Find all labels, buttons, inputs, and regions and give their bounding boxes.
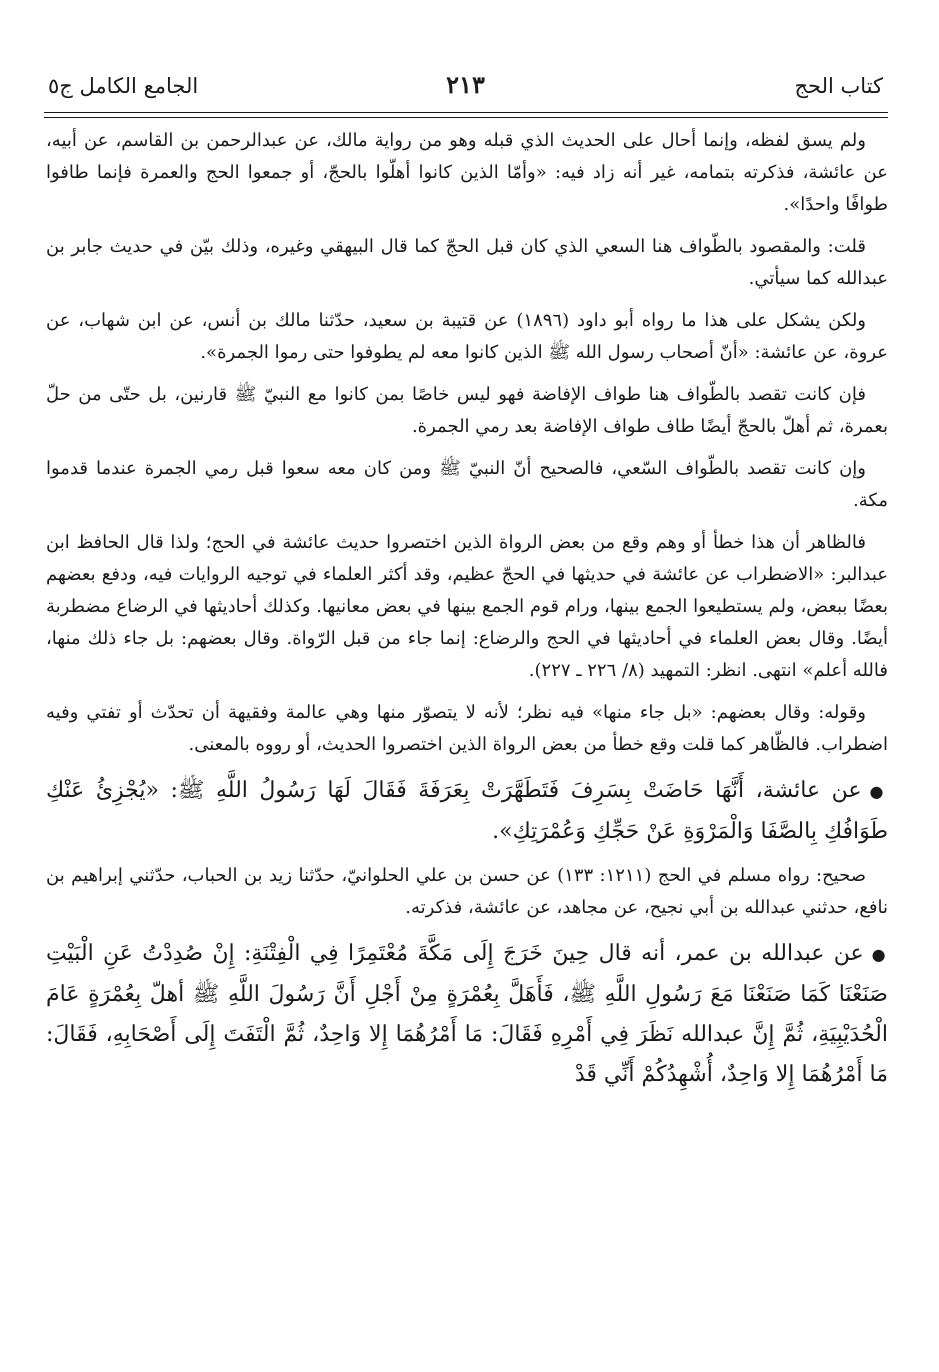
paragraph: وإن كانت تقصد بالطّواف السّعي، فالصحيح أنّ النبيّ ﷺ ومن كان معه سعوا قبل رمي الجمرة عندما قدموا مكة.: [46, 458, 888, 511]
hadith-text: عن عبدالله بن عمر، أنه قال حِينَ خَرَجَ إِلَى مَكَّةَ مُعْتَمِرًا فِي الْفِتْنَةِ: إِنْ صُدِدْتُ عَنِ الْبَيْتِ صَنَعْنَا كَمَا صَنَعْنَا مَعَ رَسُولِ اللَّهِ ﷺ، فَأَهَلَّ بِعُمْرَةٍ مِنْ أَجْلِ أَنَّ رَسُولَ اللَّهِ ﷺ أهلّ بِعُمْرَةٍ عَامَ الْحُدَيْبِيَةِ، ثُمَّ إِنَّ عبدالله نَظَرَ فِي أَمْرِهِ فَقَالَ: مَا أَمْرُهُمَا إِلا وَاحِدٌ، ثُمَّ الْتَفَتَ إِلَى أَصْحَابِهِ، فَقَالَ: مَا أَمْرُهُمَا إِلا وَاحِدٌ، أُشْهِدُكُمْ أَنِّي قَدْ: [46, 941, 888, 1087]
bullet-icon: ●: [871, 945, 888, 964]
paragraph: صحيح: رواه مسلم في الحج (١٢١١: ١٣٣) عن حسن بن علي الحلوانيّ، حدّثنا زيد بن الحباب، حدّثني إبراهيم بن نافع، حدثني عبدالله بن أبي نجيح، عن مجاهد، عن عائشة، فذكرته.: [46, 865, 888, 918]
paragraph: فالظاهر أن هذا خطأ أو وهم وقع من بعض الرواة الذين اختصروا حديث عائشة في الحج؛ ولذا قال الحافظ ابن عبدالبر: «الاضطراب عن عائشة في حديثها في الحجّ عظيم، وقد أكثر العلماء في توجيه الروايات فيه، ودفع بعضهم بعضًا ببعض، ولم يستطيعوا الجمع بينها، ورام قوم الجمع بينها في بعض معانيها. وكذلك أحاديثها في الرضاع مضطربة أيضًا. وقال بعض العلماء في أحاديثها في الحج والرضاع: إنما جاء من قبل الرّواة. وقال بعضهم: بل جاء ذلك منها، فالله أعلم» انتهى. انظر: التمهيد (٨/ ٢٢٦ ـ ٢٢٧).: [46, 532, 889, 681]
hadith-paragraph: [46, 934, 888, 1095]
chapter-title: كتاب الحج: [794, 74, 883, 98]
hadith-text: عن عائشة، أَنَّهَا حَاضَتْ بِسَرِفَ فَتَطَهَّرَتْ بِعَرَفَةَ فَقَالَ لَهَا رَسُولُ اللَّهِ ﷺ: «يُجْزِئُ عَنْكِ طَوَافُكِ بِالصَّفَا وَالْمَرْوَةِ عَنْ حَجِّكِ وَعُمْرَتِكِ».: [46, 778, 888, 844]
running-header: [48, 70, 883, 110]
paragraph: قلت: والمقصود بالطّواف هنا السعي الذي كان قبل الحجّ كما قال البيهقي وغيره، وذلك بيّن في حديث جابر بن عبدالله كما سيأتي.: [46, 236, 888, 289]
paragraph: فإن كانت تقصد بالطّواف هنا طواف الإفاضة فهو ليس خاصًا بمن كانوا مع النبيّ ﷺ قارنين، بل حتّى من حلّ بعمرة، ثم أهلّ بالحجّ أيضًا طاف طواف الإفاضة بعد رمي الجمرة.: [46, 384, 888, 437]
hadith-paragraph: [46, 771, 888, 852]
paragraph: ولكن يشكل على هذا ما رواه أبو داود (١٨٩٦) عن قتيبة بن سعيد، حدّثنا مالك بن أنس، عن ابن شهاب، عن عروة، عن عائشة: «أنّ أصحاب رسول الله ﷺ الذين كانوا معه لم يطوفوا حتى رموا الجمرة».: [46, 310, 888, 363]
page-body: [46, 125, 888, 1103]
bullet-icon: ●: [869, 782, 888, 801]
page-number: ٢١٣: [446, 70, 485, 99]
header-rule-bottom: [44, 117, 888, 118]
header-rule-top: [44, 112, 888, 113]
book-title: الجامع الكامل ج٥: [48, 74, 199, 98]
paragraph: وقوله: وقال بعضهم: «بل جاء منها» فيه نظر؛ لأنه لا يتصوّر منها وهي عالمة وفقيهة أن تحدّث أو تفتي وفيه اضطراب. فالظّاهر كما قلت وقع خطأ من بعض الرواة الذين اختصروا الحديث، أو رووه بالمعنى.: [46, 702, 888, 755]
paragraph: ولم يسق لفظه، وإنما أحال على الحديث الذي قبله وهو من رواية مالك، عن عبدالرحمن بن القاسم، عن أبيه، عن عائشة، فذكرته بتمامه، غير أنه زاد فيه: «وأمّا الذين كانوا أهلّوا بالحجّ، أو جمعوا الحج والعمرة فإنما طافوا طوافًا واحدًا».: [46, 130, 888, 215]
